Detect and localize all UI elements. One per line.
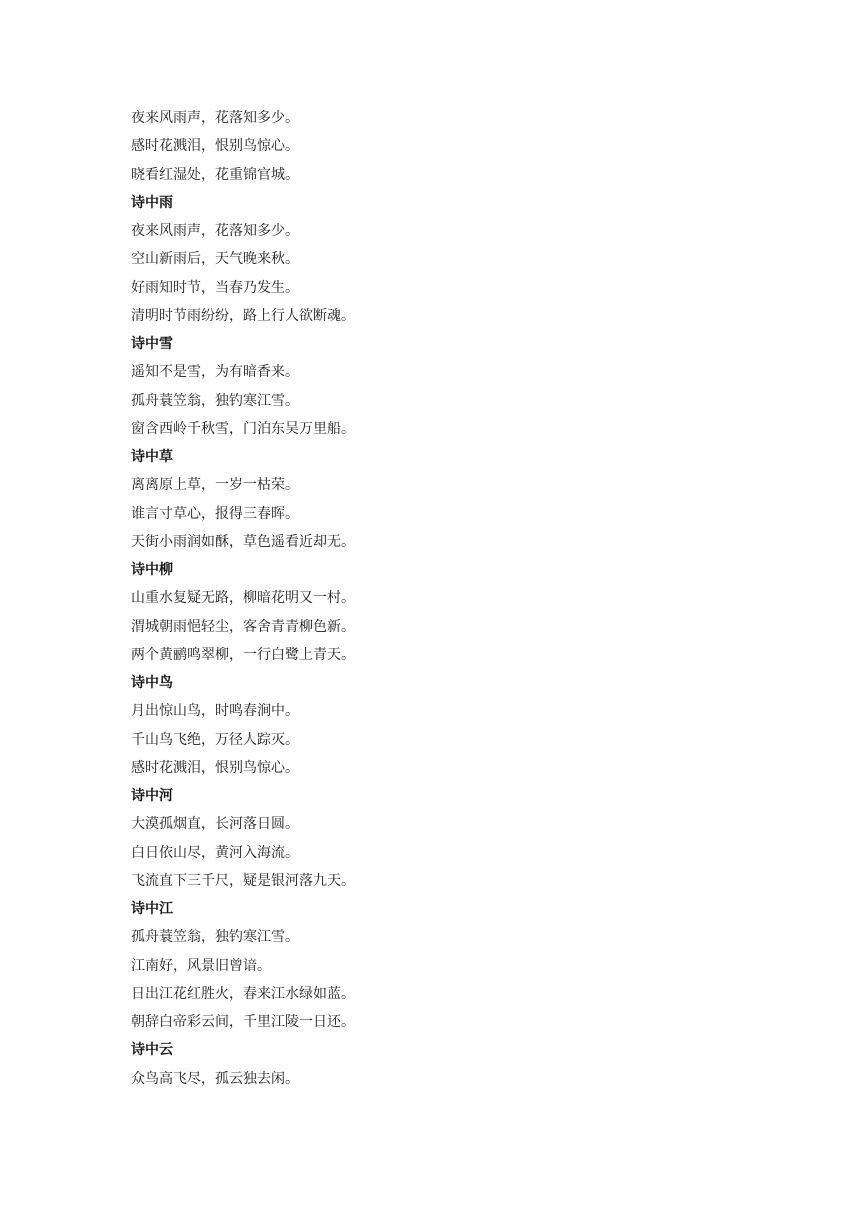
verse-line: 孤舟蓑笠翁，独钓寒江雪。	[131, 392, 299, 409]
verse-line: 大漠孤烟直，长河落日圆。	[131, 816, 299, 833]
document-page	[131, 104, 731, 1093]
verse-line: 夜来风雨声，花落知多少。	[131, 223, 299, 239]
section-heading-bird: 诗中鸟	[131, 675, 173, 691]
verse-line: 谁言寸草心，报得三春晖。	[131, 505, 299, 522]
verse-line: 晓看红湿处，花重锦官城。	[131, 166, 299, 183]
verse-line: 孤舟蓑笠翁，独钓寒江雪。	[131, 929, 299, 946]
section-heading-river: 诗中河	[131, 788, 173, 804]
verse-line: 窗含西岭千秋雪，门泊东吴万里船。	[131, 420, 355, 437]
verse-line: 日出江花红胜火，春来江水绿如蓝。	[131, 985, 355, 1002]
verse-line: 江南好，风景旧曾谙。	[131, 957, 271, 974]
section-heading-willow: 诗中柳	[131, 562, 173, 578]
verse-line: 感时花溅泪，恨别鸟惊心。	[131, 138, 299, 155]
verse-line: 天街小雨润如酥，草色遥看近却无。	[131, 533, 355, 550]
verse-line: 夜来风雨声，花落知多少。	[131, 110, 299, 126]
verse-line: 朝辞白帝彩云间，千里江陵一日还。	[131, 1014, 355, 1030]
verse-line: 好雨知时节，当春乃发生。	[131, 279, 299, 296]
verse-line: 空山新雨后，天气晚来秋。	[131, 251, 299, 268]
verse-line: 渭城朝雨悒轻尘，客舍青青柳色新。	[131, 618, 355, 635]
section-heading-cloud: 诗中云	[131, 1042, 173, 1059]
section-heading-jiang: 诗中江	[131, 901, 173, 917]
verse-line: 遥知不是雪，为有暗香来。	[131, 364, 299, 381]
verse-line: 清明时节雨纷纷，路上行人欲断魂。	[131, 307, 355, 324]
verse-line: 飞流直下三千尺，疑是银河落九天。	[131, 872, 355, 889]
section-heading-snow: 诗中雪	[131, 336, 173, 352]
verse-line: 两个黄鹂鸣翠柳，一行白鹭上青天。	[131, 646, 355, 663]
section-heading-rain: 诗中雨	[131, 194, 173, 211]
verse-line: 众鸟高飞尽，孤云独去闲。	[131, 1070, 299, 1087]
verse-line: 感时花溅泪，恨别鸟惊心。	[131, 759, 299, 776]
section-heading-grass: 诗中草	[131, 449, 173, 465]
verse-line: 月出惊山鸟，时鸣春涧中。	[131, 703, 299, 720]
verse-line: 离离原上草，一岁一枯荣。	[131, 477, 299, 494]
verse-line: 千山鸟飞绝，万径人踪灭。	[131, 731, 299, 748]
verse-line: 白日依山尽，黄河入海流。	[131, 844, 299, 861]
verse-line: 山重水复疑无路，柳暗花明又一村。	[131, 590, 355, 607]
